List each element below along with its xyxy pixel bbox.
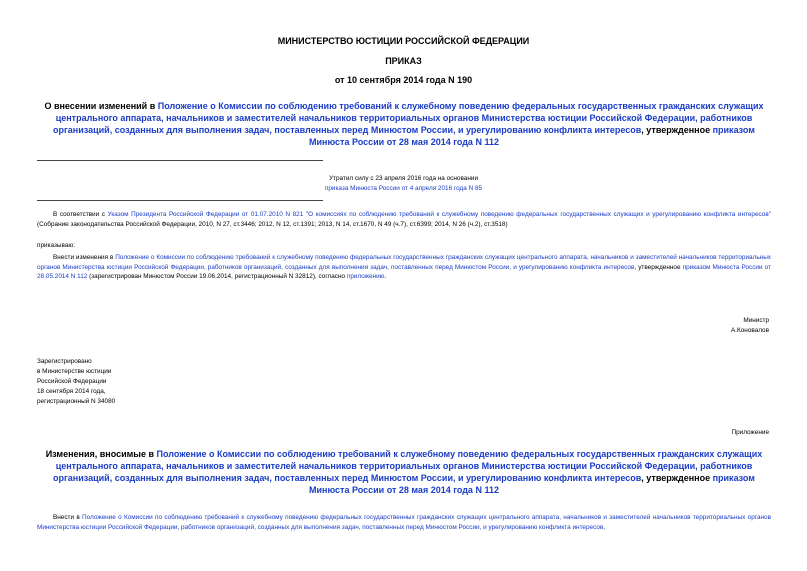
appendix-title-mid: , утвержденное: [641, 473, 713, 483]
preamble-paragraph: [37, 210, 771, 229]
order-title-link-regulation[interactable]: Положение о Комиссии по соблюдению требований к служебному поведению федеральных государственных гражданских служащих центрального аппарата, начальников и заместителей начальников территориальных органов Министерства юстиции Российской Федерации, работников организаций, созданных для выполнения задач, поставленных перед Минюстом России, и урегулированию конфликта интересов: [53, 101, 764, 135]
body-post2: .: [384, 273, 387, 281]
divider-bottom: [37, 200, 323, 201]
appendix-title: [40, 448, 768, 496]
body-post1: (зарегистрирован Минюстом России 19.06.2014, регистрационный N 32812), согласно: [87, 273, 347, 281]
registration-line-5: регистрационный N 34080: [37, 398, 116, 405]
order-title-mid: , утвержденное: [641, 125, 713, 135]
registration-line-4: 18 сентября 2014 года,: [37, 388, 106, 395]
appendix-body-regulation-link[interactable]: Положение о Комиссии по соблюдению требований к служебному поведению федеральных государственных гражданских служащих центрального аппарата, начальников и заместителей начальников территориальных органов Министерства юстиции Российской Федерации, работников организаций, созданных для выполнения задач, поставленных перед Минюстом России, и урегулированию конфликта интересов,: [37, 514, 772, 531]
body-pre: Внести изменения в: [53, 254, 116, 261]
expired-note-line: Утратил силу с 23 апреля 2016 года на основании: [328, 175, 479, 182]
order-title: [40, 100, 768, 148]
expired-note-link[interactable]: приказа Минюста России от 4 апреля 2016 года N 85: [324, 184, 483, 192]
order-word: приказываю:: [37, 242, 75, 249]
order-title-link-order112[interactable]: приказом Минюста России от 28 мая 2014 года N 112: [309, 125, 755, 147]
appendix-label: Приложение: [731, 429, 769, 436]
signature-role: Министр: [743, 317, 769, 324]
body-appendix-link[interactable]: приложению: [346, 273, 385, 281]
ministry-heading: МИНИСТЕРСТВО ЮСТИЦИИ РОССИЙСКОЙ ФЕДЕРАЦИИ: [277, 36, 530, 46]
appendix-title-regulation-link[interactable]: Положение о Комиссии по соблюдению требований к служебному поведению федеральных государственных гражданских служащих центрального аппарата, начальников и заместителей начальников территориальных органов Министерства юстиции Российской Федерации, работников организаций, созданных для выполнения задач, поставленных перед Минюстом России, и урегулированию конфликта интересов: [53, 449, 763, 483]
body-mid: , утвержденное: [634, 263, 683, 271]
appendix-title-order112-link[interactable]: приказом Минюста России от 28 мая 2014 года N 112: [309, 473, 755, 495]
appendix-body-pre: Внести в: [53, 514, 83, 521]
body-order112-link[interactable]: приказом Минюста России от 28.05.2014 N 112: [37, 263, 771, 281]
divider-top: [37, 160, 323, 161]
order-title-pre: О внесении изменений в: [44, 101, 158, 111]
appendix-body-paragraph: [37, 513, 771, 532]
preamble-decree-link[interactable]: Указом Президента Российской Федерации от 01.07.2010 N 821 "О комиссиях по соблюдению требований к служебному поведению федеральных государственных служащих и урегулированию конфликта интересов": [107, 211, 772, 218]
appendix-title-pre: Изменения, вносимые в: [45, 449, 157, 459]
body-regulation-link[interactable]: Положение о Комиссии по соблюдению требований к служебному поведению федеральных государственных гражданских служащих центрального аппарата, начальников и заместителей начальников территориальных органов Министерства юстиции Российской Федерации, работников организаций, созданных для выполнения задач, поставленных перед Минюстом России, и урегулированию конфликта интересов: [37, 254, 771, 271]
preamble-post: (Собрание законодательства Российской Федерации, 2010, N 27, ст.3446; 2012, N 12, ст.1391; 2013, N 14, ст.1670, N 49 (ч.7), ст.6399; 2014, N 26 (ч.2), ст.3518): [37, 220, 508, 228]
registration-block: [37, 357, 115, 407]
preamble-pre: В соответствии с: [53, 211, 108, 218]
expired-note: [250, 174, 557, 193]
registration-line-2: в Министерстве юстиции: [37, 368, 112, 375]
doc-type-heading: ПРИКАЗ: [385, 56, 422, 66]
signature-name: А.Коновалов: [730, 327, 769, 334]
date-number-heading: от 10 сентября 2014 года N 190: [334, 75, 473, 85]
registration-line-3: Российской Федерации: [37, 378, 107, 385]
signature-block: [731, 316, 769, 336]
body-paragraph: [37, 253, 771, 282]
registration-line-1: Зарегистрировано: [37, 358, 92, 365]
